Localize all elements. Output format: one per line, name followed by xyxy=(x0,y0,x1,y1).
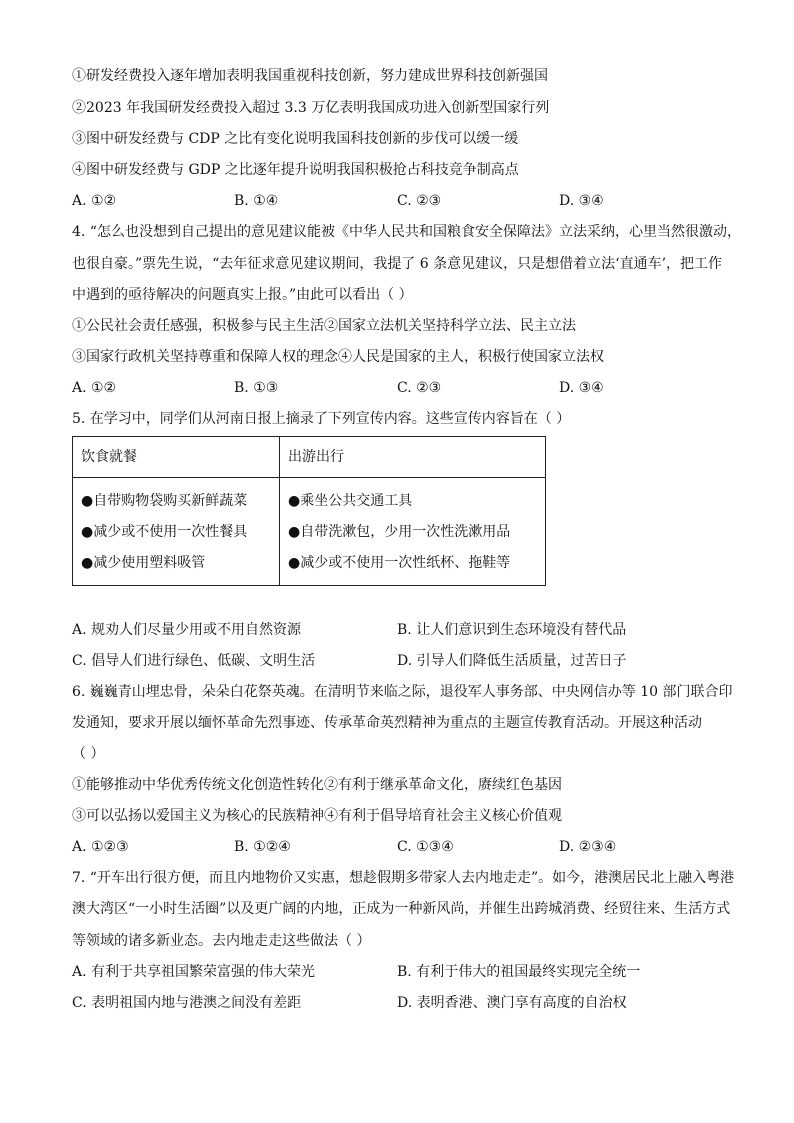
travel-item: ●乘坐公共交通工具 xyxy=(288,493,413,509)
q3-statement-3: ③图中研发经费与 CDP 之比有变化说明我国科技创新的步伐可以缓一缓 xyxy=(72,131,519,147)
q3-option-c: C. ②③ xyxy=(397,193,442,209)
q6-option-c: C. ①③④ xyxy=(397,839,454,855)
q6-option-d: D. ②③④ xyxy=(559,839,617,855)
dining-item: ●自带购物袋购买新鲜蔬菜 xyxy=(81,493,248,509)
q6-statements-1: ①能够推动中华优秀传统文化创造性转化②有利于继承革命文化，赓续红色基因 xyxy=(72,777,562,793)
q6-option-b: B. ①②④ xyxy=(234,839,291,855)
q3-option-d: D. ③④ xyxy=(559,193,604,209)
travel-item: ●自带洗漱包，少用一次性洗漱用品 xyxy=(288,524,511,540)
q6-stem-line-2: 发通知，要求开展以缅怀革命先烈事迹、传承革命英烈精神为重点的主题宣传教育活动。开展这种活动 xyxy=(72,715,702,731)
q3-statement-4: ④图中研发经费与 GDP 之比逐年提升说明我国积极抢占科技竞争制高点 xyxy=(72,162,519,178)
q7-option-b: B. 有利于伟大的祖国最终实现完全统一 xyxy=(397,964,641,980)
q3-statement-2: ②2023 年我国研发经费投入超过 3.3 万亿表明我国成功进入创新型国家行列 xyxy=(72,100,550,116)
q5-option-d: D. 引导人们降低生活质量，过苦日子 xyxy=(397,653,627,669)
q4-stem-line-2: 也很自豪。”票先生说，“去年征求意见建议期间，我提了 6 条意见建议，只是想借着立法‘直通车’，把工作 xyxy=(72,256,723,272)
table-header-dining: 饮食就餐 xyxy=(73,437,280,478)
table-header-travel: 出游出行 xyxy=(280,437,546,478)
q4-stem-line-3: 中遇到的亟待解决的问题真实上报。”由此可以看出（ ） xyxy=(72,287,413,303)
q3-option-a: A. ①② xyxy=(72,193,117,209)
q4-option-a: A. ①② xyxy=(72,380,117,396)
table-cell-travel xyxy=(280,478,546,586)
q6-stem-line-3: （ ） xyxy=(72,746,105,762)
q7-option-c: C. 表明祖国内地与港澳之间没有差距 xyxy=(72,995,302,1011)
q3-option-b: B. ①④ xyxy=(234,193,279,209)
q3-statement-1: ①研发经费投入逐年增加表明我国重视科技创新，努力建成世界科技创新强国 xyxy=(72,68,548,84)
q6-option-a: A. ①②③ xyxy=(72,839,129,855)
q5-option-b: B. 让人们意识到生态环境没有替代品 xyxy=(397,622,627,638)
q4-statements-1: ①公民社会责任感强，积极参与民主生活②国家立法机关坚持科学立法、民主立法 xyxy=(72,318,576,334)
travel-item: ●减少或不使用一次性纸杯、拖鞋等 xyxy=(288,555,511,571)
q5-option-a: A. 规劝人们尽量少用或不用自然资源 xyxy=(72,622,302,638)
q6-stem-line-1: 6. 巍巍青山埋忠骨，朵朵白花祭英魂。在清明节来临之际，退役军人事务部、中央网信办等 10 部门联合印 xyxy=(72,684,733,700)
dining-item: ●减少或不使用一次性餐具 xyxy=(81,524,248,540)
q4-stem-line-1: 4. “怎么也没想到自己提出的意见建议能被《中华人民共和国粮食安全保障法》立法采纳，心里当然很激动， xyxy=(72,224,741,240)
q4-option-b: B. ①③ xyxy=(234,380,279,396)
q4-statements-2: ③国家行政机关坚持尊重和保障人权的理念④人民是国家的主人，积极行使国家立法权 xyxy=(72,349,604,365)
q7-stem-line-2: 澳大湾区“一小时生活圈”以及更广阔的内地，正成为一种新风尚，并催生出跨城消费、经贸往来、生活方式 xyxy=(72,901,731,917)
q7-stem-line-1: 7. “开车出行很方便，而且内地物价又实惠，想趁假期多带家人去内地走走”。如今，港澳居民北上融入粤港 xyxy=(72,870,735,886)
q5-table xyxy=(72,436,546,586)
dining-item: ●减少使用塑料吸管 xyxy=(81,555,206,571)
q7-stem-line-3: 等领域的诸多新业态。去内地走走这些做法（ ） xyxy=(72,933,371,949)
q6-statements-2: ③可以弘扬以爱国主义为核心的民族精神④有利于倡导培育社会主义核心价值观 xyxy=(72,808,562,824)
q5-stem: 5. 在学习中，同学们从河南日报上摘录了下列宣传内容。这些宣传内容旨在（ ） xyxy=(72,411,571,427)
q5-option-c: C. 倡导人们进行绿色、低碳、文明生活 xyxy=(72,653,316,669)
q4-option-c: C. ②③ xyxy=(397,380,442,396)
q7-option-a: A. 有利于共享祖国繁荣富强的伟大荣光 xyxy=(72,964,316,980)
q4-option-d: D. ③④ xyxy=(559,380,604,396)
q7-option-d: D. 表明香港、澳门享有高度的自治权 xyxy=(397,995,627,1011)
table-cell-dining xyxy=(73,478,280,586)
